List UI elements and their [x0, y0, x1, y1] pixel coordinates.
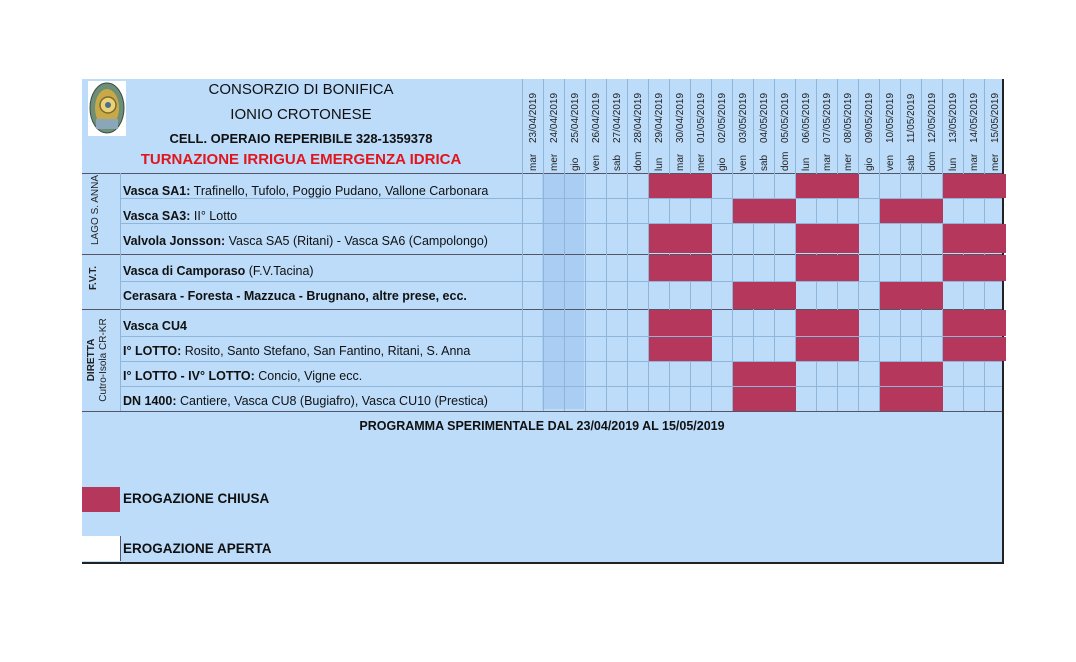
closed-cell: [838, 224, 859, 253]
closed-cell: [838, 255, 859, 281]
row-label-rest: II° Lotto: [190, 209, 238, 223]
date-label: [859, 79, 880, 173]
date-column: [627, 79, 649, 173]
row-label-rest: Trafinello, Tufolo, Poggio Pudano, Vallone Carbonara: [190, 184, 489, 198]
irrigation-schedule-sheet: [82, 79, 1004, 564]
divider: [82, 411, 1002, 412]
date-label: [691, 79, 712, 173]
closed-cell: [943, 174, 964, 198]
legend-open-label: EROGAZIONE APERTA: [123, 541, 272, 556]
grid-column-line: [837, 173, 838, 411]
closed-cell: [838, 337, 859, 361]
closed-cell: [775, 387, 796, 411]
date-weekday: gio: [570, 157, 581, 171]
date-column: [963, 79, 985, 173]
row-label-i-lotto: [123, 344, 470, 358]
date-value: 07/05/2019: [822, 92, 833, 143]
date-value: 26/04/2019: [591, 92, 602, 143]
date-label: [817, 79, 838, 173]
closed-cell: [733, 282, 754, 309]
date-column: [879, 79, 901, 173]
grid-column-line: [858, 173, 859, 411]
group-label-text: LAGO S. ANNA: [90, 174, 101, 245]
row-label-rest: Concio, Vigne ecc.: [254, 369, 363, 383]
date-weekday: gio: [717, 157, 728, 171]
date-column: [564, 79, 586, 173]
row-label-bold: DN 1400:: [123, 394, 177, 408]
date-label: [922, 79, 943, 173]
date-label: [838, 79, 859, 173]
date-weekday: sab: [906, 154, 917, 171]
closed-cell: [670, 337, 691, 361]
date-label: [586, 79, 607, 173]
group-sublabel-text: Cutro-Isola CR-KR: [98, 318, 109, 402]
closed-cell: [964, 255, 985, 281]
row-label-bold: I° LOTTO - IV° LOTTO:: [123, 369, 255, 383]
closed-cell: [649, 337, 670, 361]
legend-open-swatch: [82, 536, 121, 561]
divider: [120, 223, 1002, 224]
closed-cell: [943, 337, 964, 361]
closed-cell: [943, 224, 964, 253]
date-value: 09/05/2019: [864, 92, 875, 143]
divider: [120, 198, 1002, 199]
row-label-bold: Vasca SA1:: [123, 184, 191, 198]
grid-column-line: [963, 173, 964, 411]
date-weekday: sab: [759, 154, 770, 171]
row-label-rest: Cantiere, Vasca CU8 (Bugiafro), Vasca CU10 (Prestica): [176, 394, 488, 408]
closed-cell: [775, 282, 796, 309]
closed-cell: [670, 224, 691, 253]
closed-cell: [817, 174, 838, 198]
closed-cell: [922, 282, 943, 309]
date-weekday: ven: [738, 154, 749, 171]
date-value: 12/05/2019: [927, 92, 938, 143]
closed-cell: [901, 282, 922, 309]
grid-column-line: [984, 173, 985, 411]
grid-column-line: [522, 173, 523, 411]
date-column: [648, 79, 670, 173]
date-value: 24/04/2019: [549, 92, 560, 143]
date-weekday: mer: [843, 153, 854, 171]
date-value: 08/05/2019: [843, 92, 854, 143]
date-column: [942, 79, 964, 173]
closed-cell: [817, 224, 838, 253]
date-label: [985, 79, 1006, 173]
closed-cell: [964, 174, 985, 198]
row-label-rest: (F.V.Tacina): [245, 264, 314, 278]
closed-cell: [964, 224, 985, 253]
grid-column-line: [543, 173, 544, 411]
date-column: [585, 79, 607, 173]
date-value: 15/05/2019: [990, 92, 1001, 143]
closed-cell: [796, 310, 817, 336]
closed-cell: [922, 387, 943, 411]
closed-cell: [817, 255, 838, 281]
closed-cell: [691, 224, 712, 253]
grid-column-line: [669, 173, 670, 411]
divider: [120, 173, 121, 411]
closed-cell: [985, 174, 1006, 198]
date-column: [732, 79, 754, 173]
date-weekday: dom: [780, 151, 791, 171]
closed-cell: [733, 199, 754, 223]
header-region-name: IONIO CROTONESE: [230, 106, 372, 123]
closed-cell: [901, 387, 922, 411]
date-weekday: dom: [927, 151, 938, 171]
date-weekday: mer: [696, 153, 707, 171]
date-column: [795, 79, 817, 173]
grid-column-line: [585, 173, 586, 411]
closed-cell: [649, 174, 670, 198]
date-value: 11/05/2019: [906, 93, 917, 143]
divider: [120, 336, 1002, 337]
date-column: [858, 79, 880, 173]
legend-closed-swatch: [82, 487, 120, 512]
date-label: [712, 79, 733, 173]
closed-cell: [796, 174, 817, 198]
program-period-note: PROGRAMMA SPERIMENTALE DAL 23/04/2019 AL 15/05/2019: [359, 419, 725, 433]
date-label: [649, 79, 670, 173]
row-label-rest: Rosito, Santo Stefano, San Fantino, Ritani, S. Anna: [181, 344, 471, 358]
date-value: 10/05/2019: [885, 92, 896, 143]
divider: [82, 309, 1002, 310]
date-column: [774, 79, 796, 173]
date-value: 05/05/2019: [780, 92, 791, 143]
date-value: 04/05/2019: [759, 92, 770, 143]
header-phone: CELL. OPERAIO REPERIBILE 328-1359378: [169, 131, 433, 146]
closed-cell: [670, 310, 691, 336]
row-label-dn-1400: [123, 394, 488, 408]
date-label: [607, 79, 628, 173]
header-title: TURNAZIONE IRRIGUA EMERGENZA IDRICA: [140, 151, 462, 168]
closed-cell: [691, 337, 712, 361]
row-label-bold: Vasca di Camporaso: [123, 264, 246, 278]
group-label-text: DIRETTA: [86, 338, 97, 382]
date-weekday: ven: [591, 154, 602, 171]
date-column: [837, 79, 859, 173]
date-label: [523, 79, 544, 173]
divider: [120, 281, 1002, 282]
grid-column-line: [648, 173, 649, 411]
closed-cell: [733, 387, 754, 411]
closed-cell: [649, 255, 670, 281]
date-weekday: lun: [801, 157, 812, 171]
grid-column-line: [627, 173, 628, 411]
date-value: 23/04/2019: [528, 92, 539, 143]
date-column: [816, 79, 838, 173]
closed-cell: [838, 310, 859, 336]
grid-column-line: [816, 173, 817, 411]
closed-cell: [691, 255, 712, 281]
row-label-vasca-cu4: [123, 319, 187, 333]
date-label: [943, 79, 964, 173]
grid-column-line: [690, 173, 691, 411]
row-label-cerasara: [123, 289, 467, 303]
closed-cell: [901, 199, 922, 223]
closed-cell: [964, 337, 985, 361]
date-label: [880, 79, 901, 173]
row-label-vasca-camporaso: [123, 264, 314, 278]
date-value: 01/05/2019: [696, 92, 707, 143]
date-value: 02/05/2019: [717, 92, 728, 143]
highlight-band: [542, 174, 584, 409]
closed-cell: [985, 224, 1006, 253]
closed-cell: [733, 362, 754, 386]
closed-cell: [691, 310, 712, 336]
closed-cell: [649, 224, 670, 253]
date-label: [796, 79, 817, 173]
grid-column-line: [606, 173, 607, 411]
date-label: [733, 79, 754, 173]
closed-cell: [796, 255, 817, 281]
closed-cell: [985, 310, 1006, 336]
row-label-bold: Vasca CU4: [123, 319, 187, 333]
divider: [82, 173, 1002, 174]
date-weekday: mar: [969, 153, 980, 171]
row-label-vasca-sa3: [123, 209, 237, 223]
closed-cell: [880, 362, 901, 386]
date-column: [711, 79, 733, 173]
date-value: 28/04/2019: [633, 92, 644, 143]
row-label-bold: Cerasara - Foresta - Mazzuca - Brugnano, altre prese, ecc.: [123, 289, 467, 303]
date-weekday: gio: [864, 157, 875, 171]
group-label-text: F.V.T.: [88, 265, 99, 291]
date-value: 06/05/2019: [801, 92, 812, 143]
date-label: [901, 79, 922, 173]
closed-cell: [775, 199, 796, 223]
date-label: [754, 79, 775, 173]
group-label-diretta: [86, 311, 110, 409]
date-label: [565, 79, 586, 173]
closed-cell: [880, 282, 901, 309]
date-weekday: ven: [885, 154, 896, 171]
date-weekday: dom: [633, 151, 644, 171]
date-label: [964, 79, 985, 173]
grid-column-line: [711, 173, 712, 411]
date-weekday: mer: [990, 153, 1001, 171]
closed-cell: [754, 199, 775, 223]
date-column: [522, 79, 544, 173]
legend-closed-label: EROGAZIONE CHIUSA: [123, 491, 270, 506]
closed-cell: [922, 362, 943, 386]
date-weekday: lun: [654, 157, 665, 171]
date-weekday: mar: [675, 153, 686, 171]
closed-cell: [817, 310, 838, 336]
row-label-bold: Vasca SA3:: [123, 209, 191, 223]
date-value: 13/05/2019: [948, 92, 959, 143]
group-label-fvt: [88, 259, 99, 297]
divider: [120, 361, 1002, 362]
closed-cell: [985, 255, 1006, 281]
date-weekday: lun: [948, 157, 959, 171]
closed-cell: [901, 362, 922, 386]
date-value: 03/05/2019: [738, 92, 749, 143]
row-label-bold: Valvola Jonsson:: [123, 234, 226, 248]
closed-cell: [922, 199, 943, 223]
closed-cell: [691, 174, 712, 198]
closed-cell: [754, 282, 775, 309]
date-column: [984, 79, 1006, 173]
date-value: 25/04/2019: [570, 92, 581, 143]
row-label-vasca-sa1: [123, 184, 488, 198]
date-column: [921, 79, 943, 173]
closed-cell: [754, 387, 775, 411]
date-weekday: mar: [822, 153, 833, 171]
closed-cell: [754, 362, 775, 386]
date-value: 29/04/2019: [654, 92, 665, 143]
row-label-i-iv-lotto: [123, 369, 362, 383]
date-value: 30/04/2019: [675, 92, 686, 143]
closed-cell: [880, 387, 901, 411]
closed-cell: [649, 310, 670, 336]
date-column: [753, 79, 775, 173]
date-weekday: mar: [528, 153, 539, 171]
row-label-rest: Vasca SA5 (Ritani) - Vasca SA6 (Campolongo): [225, 234, 488, 248]
closed-cell: [670, 255, 691, 281]
closed-cell: [775, 362, 796, 386]
date-column: [690, 79, 712, 173]
group-label-lago-s-anna: [90, 175, 101, 245]
sheet-header: [82, 79, 520, 173]
closed-cell: [964, 310, 985, 336]
date-weekday: mer: [549, 153, 560, 171]
date-label: [628, 79, 649, 173]
date-label: [544, 79, 565, 173]
closed-cell: [670, 174, 691, 198]
closed-cell: [985, 337, 1006, 361]
date-value: 14/05/2019: [969, 92, 980, 143]
divider: [120, 386, 1002, 387]
date-value: 27/04/2019: [612, 92, 623, 143]
date-label: [775, 79, 796, 173]
date-label: [670, 79, 691, 173]
divider: [82, 254, 1002, 255]
date-column: [543, 79, 565, 173]
date-column: [669, 79, 691, 173]
date-weekday: sab: [612, 154, 623, 171]
closed-cell: [880, 199, 901, 223]
closed-cell: [838, 174, 859, 198]
grid-column-line: [564, 173, 565, 411]
closed-cell: [796, 337, 817, 361]
closed-cell: [796, 224, 817, 253]
closed-cell: [943, 310, 964, 336]
row-label-valvola-jonsson: [123, 234, 488, 248]
header-consortium-name: CONSORZIO DI BONIFICA: [208, 81, 394, 98]
date-column: [900, 79, 922, 173]
date-column: [606, 79, 628, 173]
row-label-bold: I° LOTTO:: [123, 344, 182, 358]
closed-cell: [817, 337, 838, 361]
closed-cell: [943, 255, 964, 281]
